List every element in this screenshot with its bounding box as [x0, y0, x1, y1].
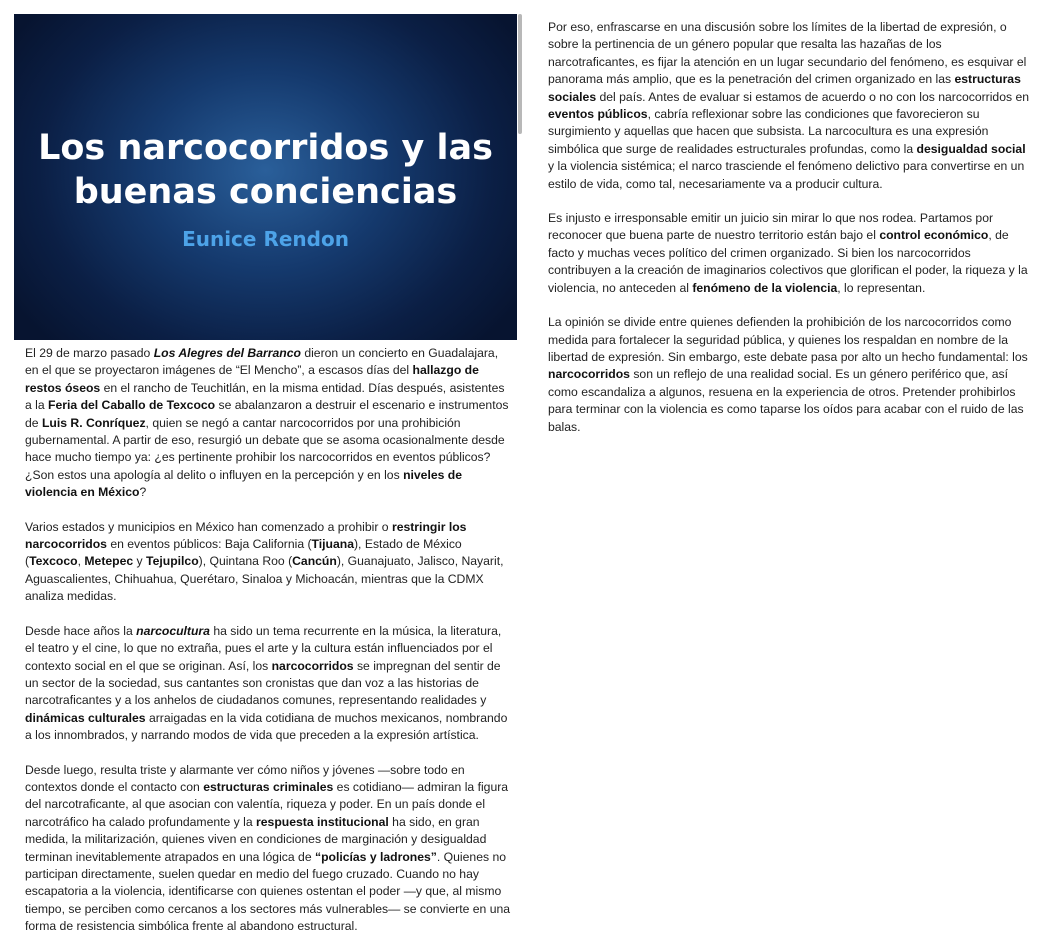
text-run: ha sido, en gran medida, la militarización, quienes viven en condiciones de marginación y desigualdad terminan inevitablemente atrapados en una lógica de [25, 814, 487, 864]
text-run: ha sido un tema recurrente en la música, la literatura, el teatro y el cine, lo que no extraña, pues el arte y la cultura están influenciados por el contexto social en el que se originan. Así, los [25, 623, 502, 673]
text-run: arraigadas en la vida cotidiana de muchos mexicanos, nombrando a los innombrados, y narrando modos de vida que preceden a la expresión artística. [25, 710, 508, 743]
bold-text: eventos públicos [548, 107, 648, 122]
article-column-left [25, 345, 513, 942]
text-run: Es injusto e irresponsable emitir un juicio sin mirar lo que nos rodea. Partamos por reconocer que buena parte de nuestro territorio están bajo el [548, 211, 994, 243]
bold-text: Feria del Caballo de Texcoco [48, 398, 216, 413]
text-run: y la violencia sistémica; el narco trasciende el fenómeno delictivo para convertirse en un estilo de vida, como tal, necesariamente va a producir cultura. [548, 159, 1025, 191]
article-author: Eunice Rendon [182, 227, 349, 251]
text-run: Por eso, enfrascarse en una discusión sobre los límites de la libertad de expresión, o sobre la pertinencia de un género popular que resalta las hazañas de los narcotraficantes, es fijar la atención en un lugar secundario del fenómeno, es esquivar el panorama más amplio, que es la penetración del crimen organizado en las [548, 20, 1027, 87]
bold-text: respuesta institucional [256, 814, 389, 829]
bold-text: desigualdad social [916, 141, 1026, 156]
paragraph [25, 762, 513, 936]
text-run: en eventos públicos: Baja California ( [106, 537, 312, 552]
bold-text: Tejupilco [146, 554, 199, 569]
bold-text: “policías y ladrones” [314, 849, 437, 864]
text-run: ), Quintana Roo ( [198, 554, 293, 569]
bold-text: Luis R. Conríquez [41, 415, 146, 430]
bold-text: hallazgo de restos óseos [25, 363, 479, 395]
bold-text: restringir los narcocorridos [25, 519, 467, 552]
emphasis-text: narcocultura [136, 623, 210, 638]
paragraph [548, 210, 1034, 297]
text-run: son un reflejo de una realidad social. Es un género periférico que, así como escandaliza a algunos, resuena en la experiencia de otros. Pretender prohibirlos para terminar con la violencia es como taparse los oídos para acabar con el ruido de las balas. [548, 367, 1024, 434]
paragraph [548, 314, 1034, 436]
bold-text: control económico [879, 228, 989, 243]
text-run: , cabría reflexionar sobre las condiciones que favorecieron su surgimiento y aquellas que hacen que subsista. La narcocultura es una expresión simbólica que surge de realidades estructurales profundas, como la [548, 107, 989, 156]
bold-text: estructuras sociales [548, 72, 1021, 104]
text-run: , lo representan. [837, 280, 926, 295]
emphasis-text [154, 346, 301, 360]
text-run: ), Estado de México ( [25, 537, 462, 569]
paragraph [25, 623, 513, 745]
text-run: Varios estados y municipios en México han comenzado a prohibir o [25, 519, 392, 534]
bold-text: Metepec [84, 554, 134, 569]
text-run: dieron un concierto en Guadalajara, en el que se proyectaron imágenes de “El Mencho”, a escasos días del [25, 346, 499, 378]
text-run: La opinión se divide entre quienes defienden la prohibición de los narcocorridos como medida para fortalecer la seguridad pública, y quienes los respaldan en nombre de la libertad de expresión. Sin embargo, este debate pasa por alto un hecho fundamental: los [548, 315, 1028, 364]
paragraph [25, 345, 513, 502]
bold-text: Texcoco [29, 554, 78, 569]
text-run: , de facto y muchas veces político del crimen organizado. Si bien los narcocorridos contribuyen a la creación de imaginarios colectivos que glorifican el poder, la riqueza y la violencia, no anteceden al [548, 228, 1028, 295]
text-run: es cotidiano— admiran la figura del narcotraficante, al que asocian con valentía, riqueza y poder. En un país donde el narcotráfico ha calado profundamente y la [25, 779, 509, 829]
text-run: Desde hace años la [25, 623, 137, 638]
emphasis-text [136, 624, 210, 638]
text-run: , [77, 554, 85, 569]
bold-text: narcocorridos [548, 367, 630, 382]
bold-text: niveles de violencia en México [25, 467, 463, 500]
text-run: Desde luego, resulta triste y alarmante ver cómo niños y jóvenes —sobre todo en contextos donde el contacto con [25, 762, 465, 794]
text-run: en el rancho de Teuchitlán, en la misma entidad. Días después, asistentes a la [25, 380, 505, 413]
bold-text: narcocorridos [271, 658, 354, 673]
text-run: se abalanzaron a destruir el escenario e instrumentos de [25, 398, 509, 430]
bold-text: dinámicas culturales [25, 710, 146, 725]
emphasis-text: Los Alegres del Barranco [153, 346, 301, 360]
text-run: y [133, 554, 147, 569]
paragraph [548, 19, 1034, 193]
scrollbar-thumb[interactable] [518, 14, 522, 134]
article-banner [14, 14, 517, 340]
article-column-right [548, 19, 1034, 453]
text-run: ), Guanajuato, Jalisco, Nayarit, Aguascalientes, Chihuahua, Querétaro, Sinaloa y Michoacán, mientras que la CDMX analiza medidas. [25, 554, 504, 604]
text-run: El 29 de marzo pasado [25, 346, 154, 360]
text-run: ? [139, 485, 147, 500]
text-run: , quien se negó a cantar narcocorridos por una prohibición gubernamental. A partir de eso, resurgió un debate que se asoma ocasionalmente desde hace mucho tiempo ya: ¿es pertinente prohibir los narcocorridos en eventos públicos? ¿Son estos una apología al delito o influyen en la percepción y en los [25, 415, 505, 482]
bold-text: fenómeno de la violencia [692, 280, 838, 295]
bold-text: estructuras criminales [203, 779, 334, 794]
article-title: Los narcocorridos y las buenas conciencias [38, 128, 493, 212]
text-run: . Quienes no participan directamente, suelen quedar en medio del fuego cruzado. Cuando no hay escapatoria a la violencia, identificarse con quienes ostentan el poder —y que, al mismo tiempo, se perciben como cercanos a los sectores más vulnerables— se convierte en una forma de resistencia simbólica frente al abandono estructural. [25, 849, 511, 934]
bold-text: Tijuana [311, 537, 354, 552]
text-run: se impregnan del sentir de un sector de la sociedad, sus cantantes son cronistas que dan voz a las historias de narcotraficantes y a los anhelos de ciudadanos comunes, representando realidades y [25, 658, 501, 708]
paragraph [25, 519, 513, 606]
bold-text: Cancún [292, 554, 337, 569]
text-run: del país. Antes de evaluar si estamos de acuerdo o no con los narcocorridos en [596, 89, 1030, 104]
